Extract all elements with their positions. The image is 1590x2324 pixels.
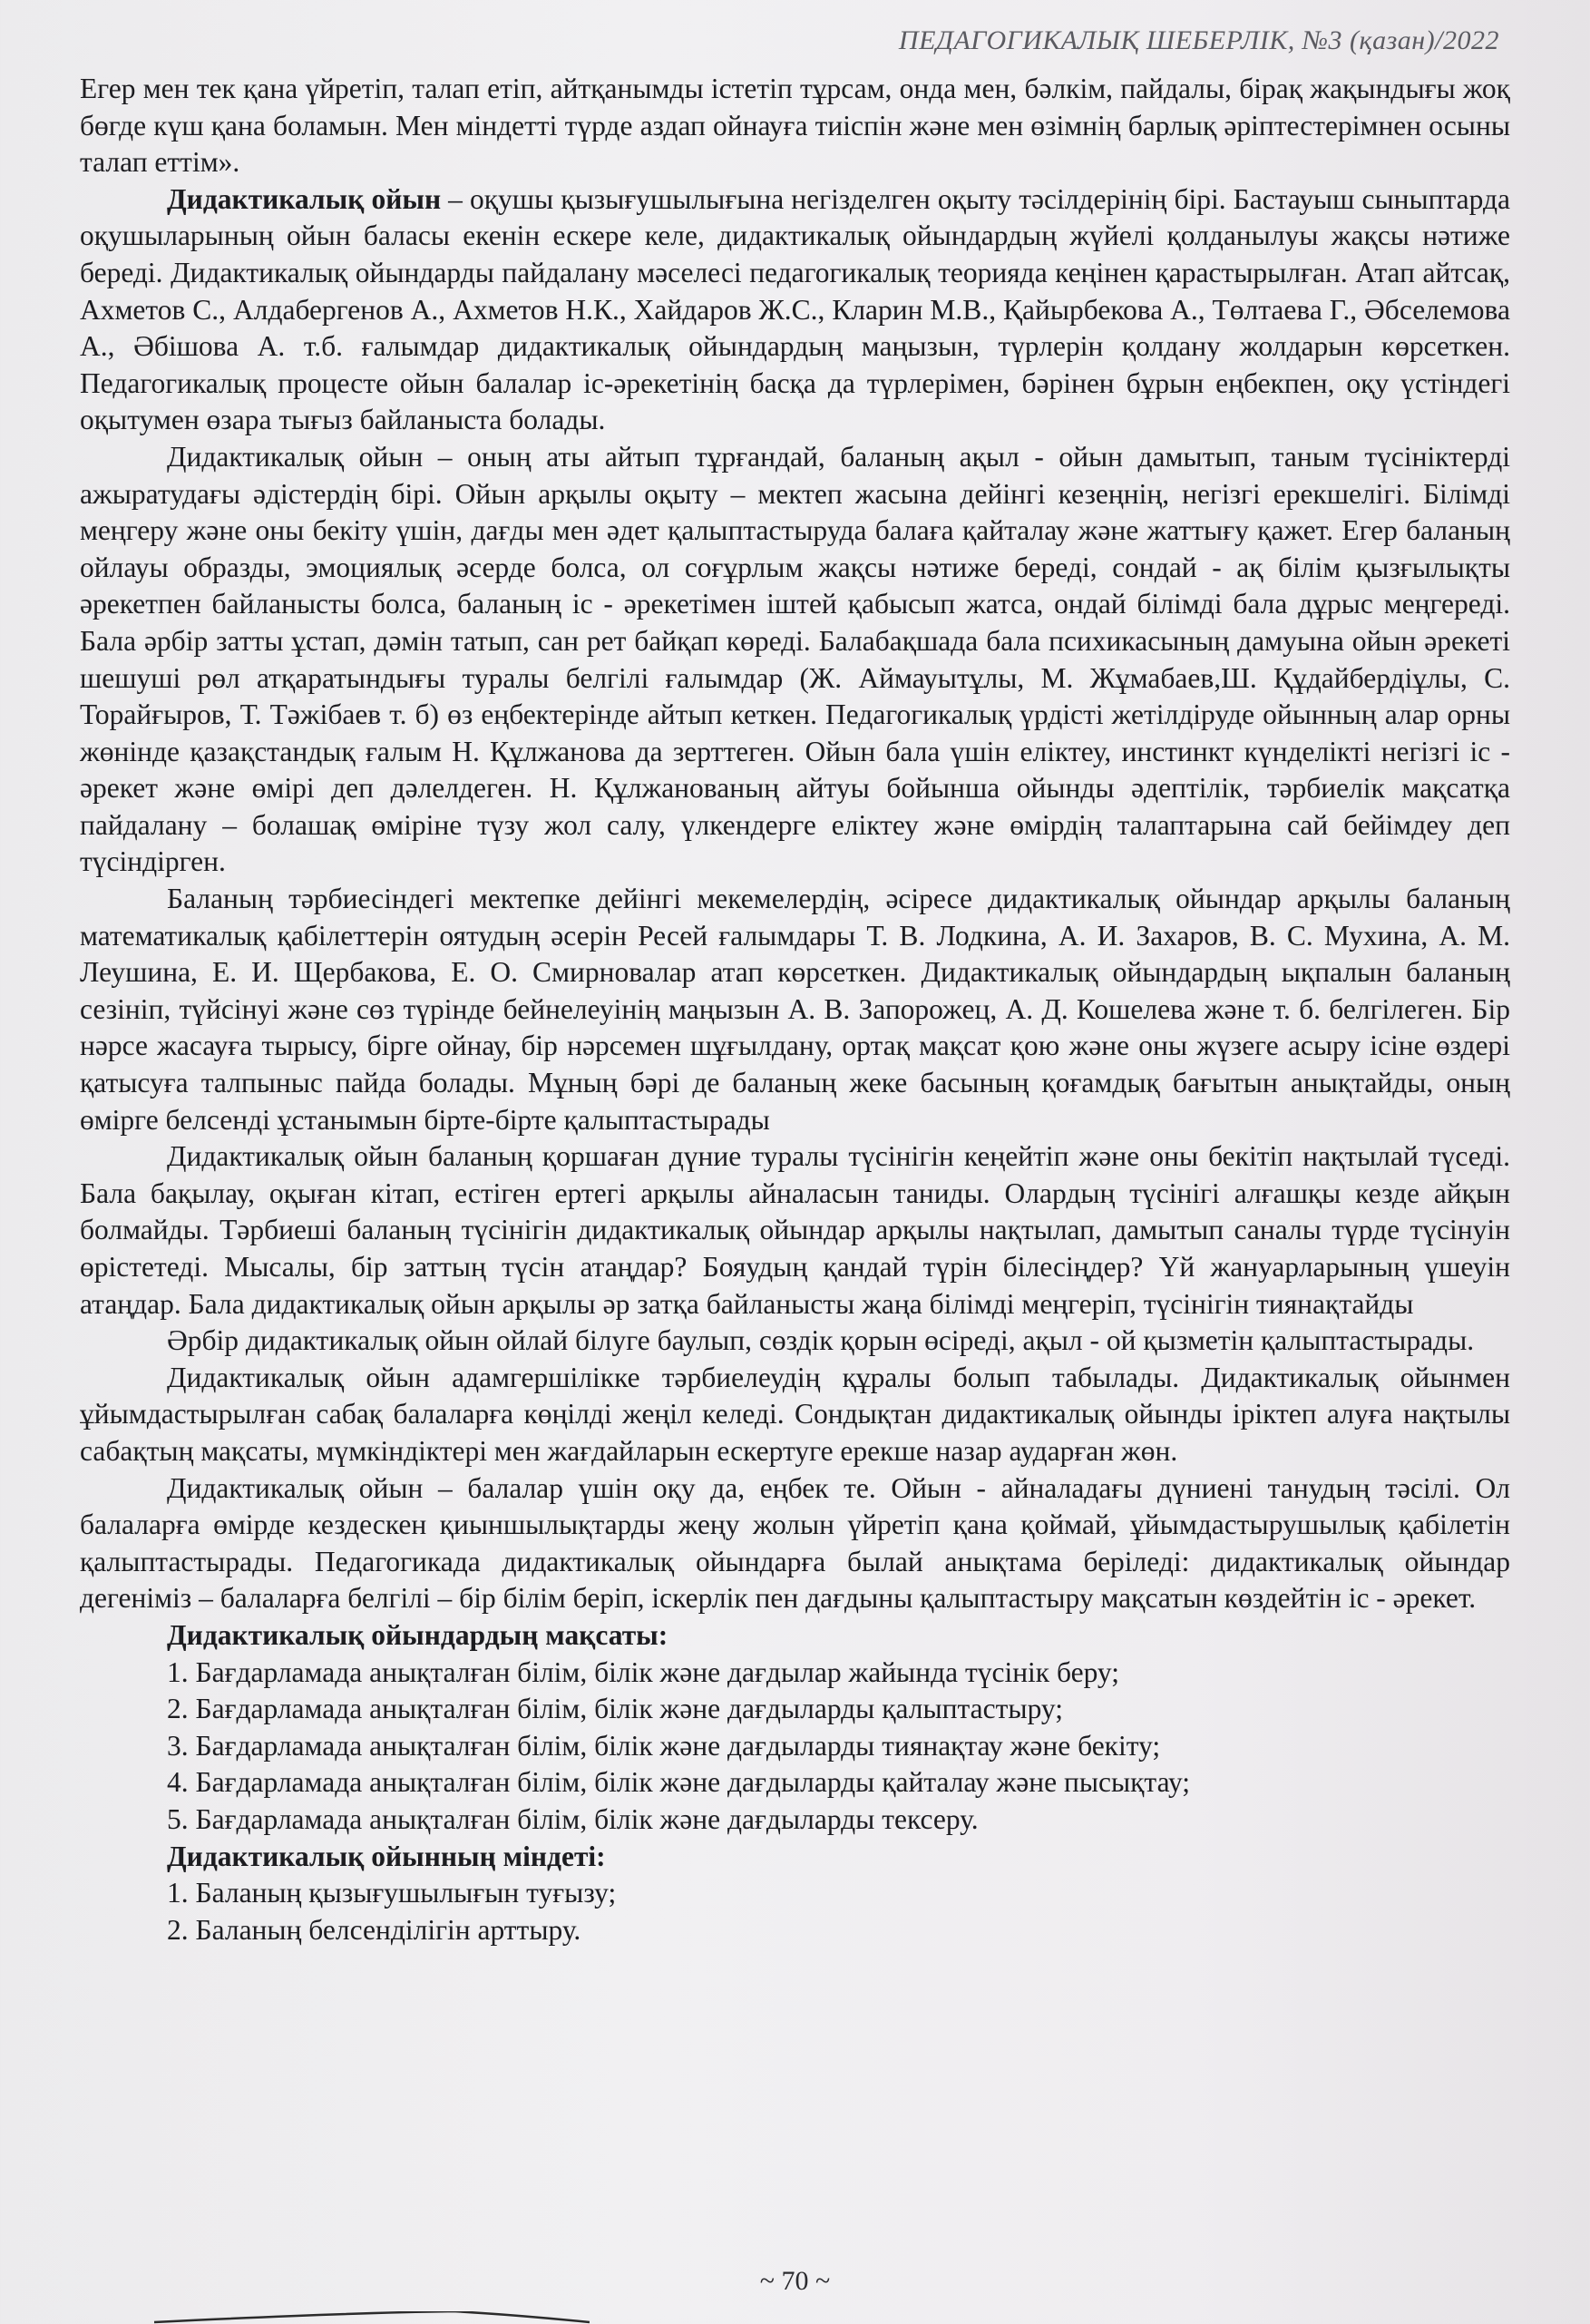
list-item: 2. Бағдарламада анықталған білім, білік және дағдыларды қалыптастыру; (167, 1693, 1063, 1725)
paragraph-quote-end (80, 71, 1510, 181)
paragraph (80, 1323, 1510, 1360)
paragraph-text: Дидактикалық ойын баланың қоршаған дүние туралы түсінігін кеңейтіп және оны бекітіп нақтылай түседі. Бала бақылау, оқыған кітап, естіген ертегі арқылы айналасын таниды. Олардың түсінігі алғашқы кезде айқын болмайды. Тәрбиеші баланың түсінігін дидактикалық ойындар арқылы нақтылап, дамытып саналы түрде түсінуін өрістетеді. Мысалы, бір заттың түсін атаңдар? Бояудың қандай түрін білесіңдер? Үй жануарларының үшеуін атаңдар. Бала дидактикалық ойын арқылы әр затқа байланысты жаңа білімді меңгеріп, түсінігін тиянақтайды (80, 1140, 1510, 1320)
list-item: 4. Бағдарламада анықталған білім, білік және дағдыларды қайталау және пысықтау; (167, 1766, 1191, 1799)
journal-header: ПЕДАГОГИКАЛЫҚ ШЕБЕРЛІК, №3 (қазан)/2022 (898, 25, 1499, 55)
paragraph-text: Дидактикалық ойын – балалар үшін оқу да, еңбек те. Ойын - айналадағы дүниені танудың тәсілі. Ол балаларға өмірде кездескен қиыншылықтарды жеңу жолын үйретіп қана қоймай, ұйымдастырушылық қабілетін қалыптастырады. Педагогикада дидактикалық ойындарға былай анықтама беріледі: дидактикалық ойындар дегеніміз – балаларға белгілі – бір білім беріп, іскерлік пен дағдыны қалыптастыру мақсатын көздейтін іс - әрекет. (80, 1471, 1510, 1615)
list-item: 5. Бағдарламада анықталған білім, білік және дағдыларды тексеру. (167, 1802, 979, 1835)
paragraph-text: Дидактикалық ойын адамгершілікке тәрбиелеудің құралы болып табылады. Дидактикалық ойынмен ұйымдастырылған сабақ балаларға көңілді жеңіл келеді. Сондықтан дидактикалық ойынды іріктеп алуға нақтылы сабақтың мақсаты, мүмкіндіктері мен жағдайларын ескертуге ерекше назар аударған жөн. (80, 1361, 1510, 1467)
paragraph (80, 1360, 1510, 1470)
paragraph (80, 439, 1510, 881)
tasks-list (80, 1875, 1510, 1948)
paragraph-text: Баланың тәрбиесіндегі мектепке дейінгі мекемелердің, әсіресе дидактикалық ойындар арқылы баланың математикалық қабілеттерін оятудың әсерін Ресей ғалымдары Т. В. Лодкина, А. И. Захаров, В. С. Мухина, А. М. Леушина, Е. И. Щербакова, Е. О. Смирновалар атап көрсеткен. Дидактикалық ойындардың ықпалын баланың сезініп, түйсінуі және сөз түрінде бейнелеуінің маңызын А. В. Запорожец, А. Д. Кошелева және т. б. белгілеген. Бір нәрсе жасауға тырысу, бірге ойнау, бір нәрсемен шұғылдану, ортақ мақсат қою және оны жүзеге асыру ісіне өздері қатысуға талпыныс пайда болады. Мұның бәрі де баланың жеке басының қоғамдық бағытын анықтайды, оның өмірге белсенді ұстанымын бірте-бірте қалыптастырады (80, 883, 1510, 1136)
paragraph-text: – оқушы қызығушылығына негізделген оқыту тәсілдерінің бірі. Бастауыш сыныптарда оқушыларының ойын баласы екенін ескере келе, дидактикалық ойындардың жүйелі қолданылуы жақсы нәтиже береді. Дидактикалық ойындарды пайдалану мәселесі педагогикалық теорияда кеңінен қарастырылған. Атап айтсақ, Ахметов С., Алдабергенов А., Ахметов Н.К., Хайдаров Ж.С., Кларин М.В., Қайырбекова А., Төлтаева Г., Әбселемова А., Әбішова А. т.б. ғалымдар дидактикалық ойындардың маңызын, түрлерін қолдану жолдарын көрсеткен. Педагогикалық процесте ойын балалар іс-әрекетінің басқа да түрлерімен, бәрінен бұрын еңбекпен, оқу үстіндегі оқытумен өзара тығыз байланыста болады. (80, 182, 1510, 436)
list-item: 1. Баланың қызығушылығын туғызу; (167, 1877, 617, 1909)
list-item: 3. Бағдарламада анықталған білім, білік және дағдыларды тиянақтау және бекіту; (167, 1729, 1161, 1762)
page-number: ~ 70 ~ (759, 2266, 831, 2296)
paragraph-definition (80, 181, 1510, 439)
tasks-heading: Дидактикалық ойынның міндеті: (167, 1840, 606, 1872)
paragraph (80, 1470, 1510, 1617)
paragraph (80, 1138, 1510, 1323)
paragraph-text: Дидактикалық ойын – оның аты айтып тұрғандай, баланың ақыл - ойын дамытып, таным түсініктерді ажыратудағы әдістердің бірі. Ойын арқылы оқыту – мектеп жасына дейінгі кезеңнің, негізгі ерекшелігі. Білімді меңгеру және оны бекіту үшін, дағды мен әдет қалыптастыруда балаға қайталау және жаттығу қажет. Егер баланың ойлауы образды, эмоциялық әсерде болса, ол соғұрлым жақсы нәтиже береді, сондай - ақ білім қызғылықты әрекетпен байланысты болса, баланың іс - әрекетімен іштей қабысып жатса, ондай білімді бала дұрыс меңгереді. Бала әрбір затты ұстап, дәмін татып, сан рет байқап көреді. Балабақшада бала психикасының дамуына ойын әрекеті шешуші рөл атқаратындығы туралы белгілі ғалымдар (Ж. Аймауытұлы, М. Жұмабаев,Ш. Құдайбердіұлы, С. Торайғыров, Т. Тәжібаев т. б) өз еңбектерінде айтып кеткен. Педагогикалық үрдісті жетілдіруде ойынның алар орны жөнінде қазақстандық ғалым Н. Құлжанова да зерттеген. Ойын бала үшін еліктеу, инстинкт күнделікті негізгі іс - әрекет және өмірі деп дәлелдеген. Н. Құлжанованың айтуы бойынша ойынды әдептілік, тәрбиелік мақсатқа пайдалану – болашақ өміріне түзу жол салу, үлкендерге еліктеу және өмірдің талаптарына сай бейімдеу деп түсіндірген. (80, 440, 1510, 878)
goals-heading: Дидактикалық ойындардың мақсаты: (167, 1618, 668, 1651)
goals-list (80, 1655, 1510, 1839)
paragraph-text: Әрбір дидактикалық ойын ойлай білуге баулып, сөздік қорын өсіреді, ақыл - ой қызметін қалыптастырады. (167, 1324, 1475, 1357)
article-body (80, 71, 1510, 1948)
list-item: 1. Бағдарламада анықталған білім, білік және дағдылар жайында түсінік беру; (167, 1655, 1120, 1688)
paragraph (80, 881, 1510, 1138)
term-didactic-game: Дидактикалық ойын (167, 182, 442, 215)
list-item: 2. Баланың белсенділігін арттыру. (167, 1913, 581, 1946)
paragraph-text: Егер мен тек қана үйретіп, талап етіп, айтқанымды істетіп тұрсам, онда мен, бәлкім, пайдалы, бірақ жақындығы жоқ бөгде күш қана боламын. Мен міндетті түрде аздап ойнауға тиіспін және мен өзімнің барлық әріптестерімнен осыны талап еттім». (80, 73, 1510, 179)
